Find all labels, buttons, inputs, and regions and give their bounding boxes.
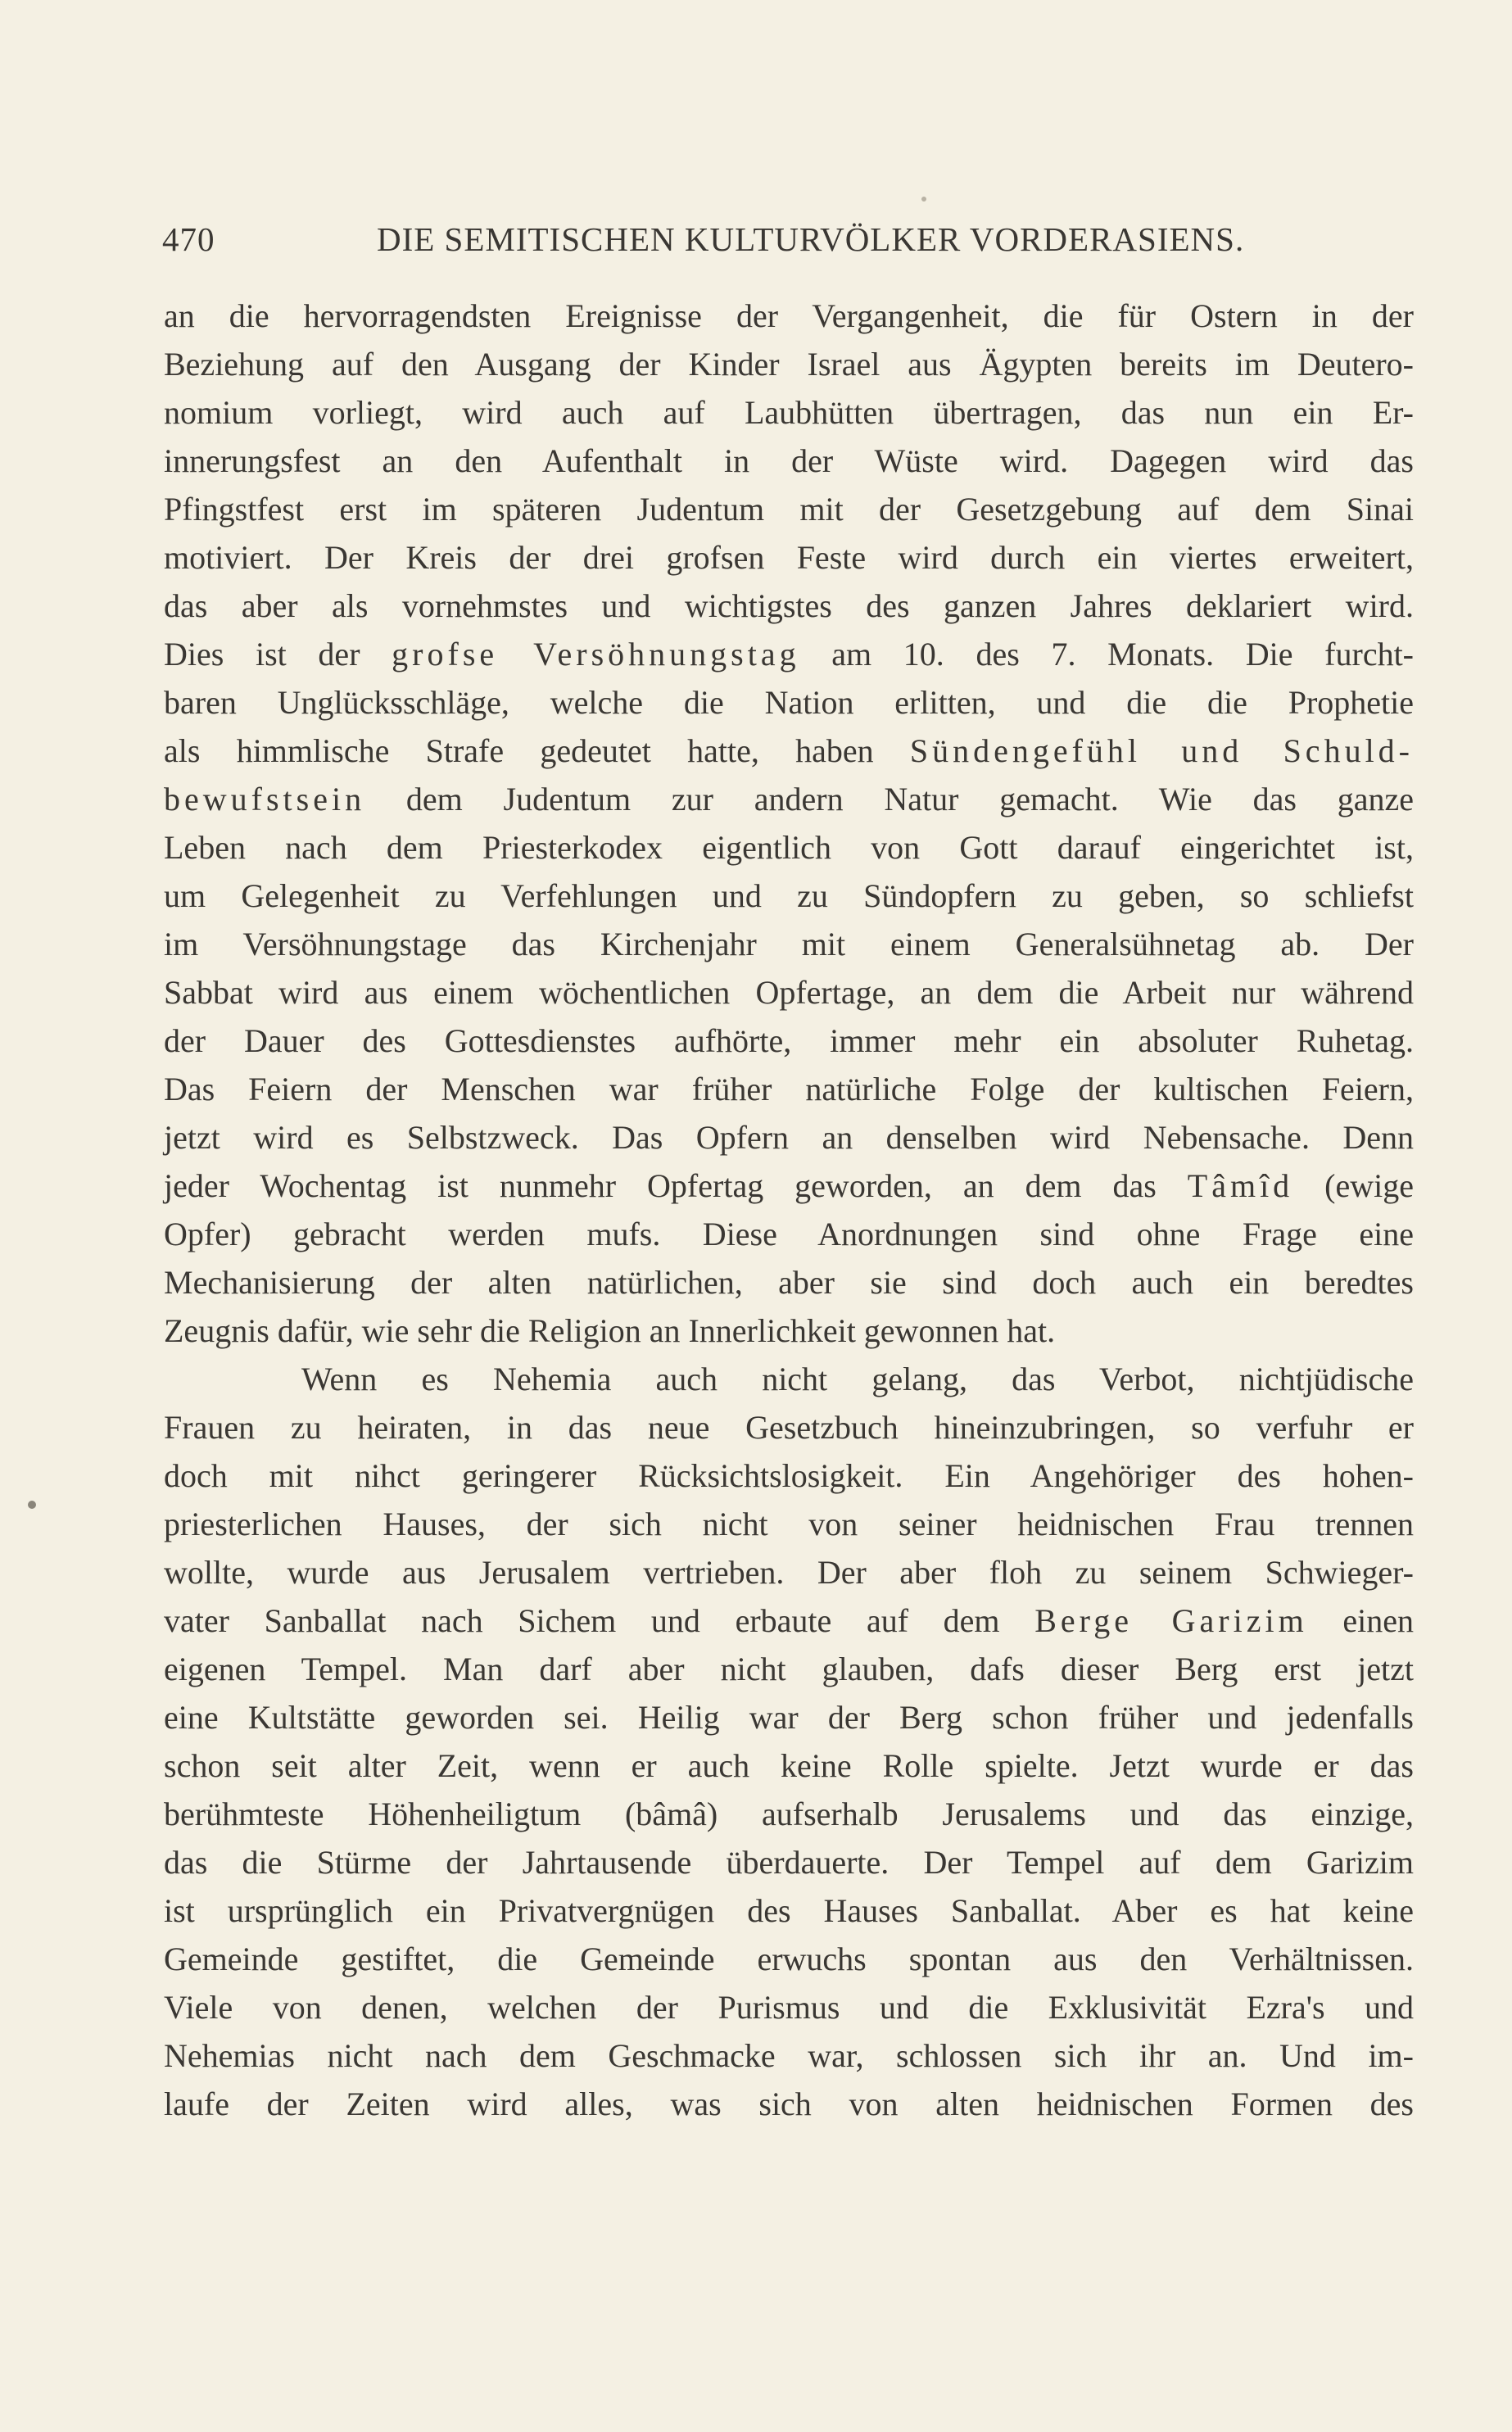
text-line: innerungsfest an den Aufenthalt in der Wüste wird. Dagegen wird das xyxy=(164,442,1414,479)
margin-dot xyxy=(28,1501,36,1509)
spaced-emphasis: grofse Versöhnungstag xyxy=(392,636,800,673)
text-line: Nehemias nicht nach dem Geschmacke war, schlossen sich ihr an. Und im- xyxy=(164,2037,1414,2074)
text-line: im Versöhnungstage das Kirchenjahr mit einem Generalsühnetag ab. Der xyxy=(164,926,1414,962)
text-line: das die Stürme der Jahrtausende überdauerte. Der Tempel auf dem Garizim xyxy=(164,1844,1414,1881)
text-line: motiviert. Der Kreis der drei grofsen Feste wird durch ein viertes erweitert, xyxy=(164,539,1414,576)
page-number: 470 xyxy=(162,220,215,258)
text-line: Sabbat wird aus einem wöchentlichen Opfertage, an dem die Arbeit nur während xyxy=(164,974,1414,1011)
text-line: Frauen zu heiraten, in das neue Gesetzbuch hineinzubringen, so verfuhr er xyxy=(164,1409,1414,1446)
text-line xyxy=(164,630,1414,678)
spaced-emphasis: Tâmîd xyxy=(1187,1167,1294,1204)
text-line xyxy=(164,775,1414,823)
paragraph-first-line: Wenn es Nehemia auch nicht gelang, das Verbot, nichtjüdische xyxy=(301,1361,1414,1397)
text-line: Pfingstfest erst im späteren Judentum mit der Gesetzgebung auf dem Sinai xyxy=(164,491,1414,528)
text-line: der Dauer des Gottesdienstes aufhörte, immer mehr ein absoluter Ruhetag. xyxy=(164,1022,1414,1059)
text-run: einen xyxy=(1307,1602,1415,1639)
text-line: jetzt wird es Selbstzweck. Das Opfern an denselben wird Nebensache. Denn xyxy=(164,1119,1414,1156)
text-line: wollte, wurde aus Jerusalem vertrieben. Der aber floh zu seinem Schwieger- xyxy=(164,1554,1414,1591)
text-line: um Gelegenheit zu Verfehlungen und zu Sündopfern zu geben, so schliefst xyxy=(164,877,1414,914)
text-line: doch mit nihct geringerer Rücksichtslosigkeit. Ein Angehöriger des hohen- xyxy=(164,1457,1414,1494)
text-line: laufe der Zeiten wird alles, was sich von alten heidnischen Formen des xyxy=(164,2086,1414,2122)
text-line: nomium vorliegt, wird auch auf Laubhütten übertragen, das nun ein Er- xyxy=(164,394,1414,431)
text-line: Leben nach dem Priesterkodex eigentlich von Gott darauf eingerichtet ist, xyxy=(164,829,1414,866)
text-line: Opfer) gebracht werden mufs. Diese Anordnungen sind ohne Frage eine xyxy=(164,1216,1414,1252)
text-run: jeder Wochentag ist nunmehr Opfertag geworden, an dem das xyxy=(164,1167,1188,1204)
spaced-emphasis: Sündengefühl und Schuld- xyxy=(909,732,1414,769)
text-line: berühmteste Höhenheiligtum (bâmâ) aufserhalb Jerusalems und das einzige, xyxy=(164,1796,1414,1832)
text-line xyxy=(164,727,1414,775)
text-line xyxy=(164,1596,1414,1645)
text-run: als himmlische Strafe gedeutet hatte, haben xyxy=(164,732,910,769)
text-line: priesterlichen Hauses, der sich nicht von seiner heidnischen Frau trennen xyxy=(164,1506,1414,1542)
running-head xyxy=(162,215,1245,264)
text-line: Gemeinde gestiftet, die Gemeinde erwuchs spontan aus den Verhältnissen. xyxy=(164,1941,1414,1977)
paragraph-last-line: Zeugnis dafür, wie sehr die Religion an Innerlichkeit gewonnen hat. xyxy=(164,1312,1056,1349)
text-run: dem Judentum zur andern Natur gemacht. Wie das ganze xyxy=(365,781,1414,817)
text-line: schon seit alter Zeit, wenn er auch keine Rolle spielte. Jetzt wurde er das xyxy=(164,1747,1414,1784)
text-line: Beziehung auf den Ausgang der Kinder Israel aus Ägypten bereits im Deutero- xyxy=(164,346,1414,383)
paper-speck xyxy=(921,197,926,202)
text-run: vater Sanballat nach Sichem und erbaute auf dem xyxy=(164,1602,1035,1639)
text-line: das aber als vornehmstes und wichtigstes des ganzen Jahres deklariert wird. xyxy=(164,587,1414,624)
text-line: eine Kultstätte geworden sei. Heilig war der Berg schon früher und jedenfalls xyxy=(164,1699,1414,1736)
spaced-emphasis: bewufstsein xyxy=(164,781,366,817)
running-head-title: DIE SEMITISCHEN KULTURVÖLKER VORDERASIENS. xyxy=(377,220,1245,258)
text-line: Das Feiern der Menschen war früher natürliche Folge der kultischen Feiern, xyxy=(164,1071,1414,1107)
text-line: Mechanisierung der alten natürlichen, aber sie sind doch auch ein beredtes xyxy=(164,1264,1414,1301)
spaced-emphasis: Berge Garizim xyxy=(1034,1602,1308,1639)
text-line: Viele von denen, welchen der Purismus und die Exklusivität Ezra's und xyxy=(164,1989,1414,2026)
text-run: am 10. des 7. Monats. Die furcht- xyxy=(799,636,1415,673)
body-text xyxy=(164,292,1414,2128)
text-line: baren Unglücksschläge, welche die Nation erlitten, und die die Prophetie xyxy=(164,684,1414,721)
text-line: ist ursprünglich ein Privatvergnügen des Hauses Sanballat. Aber es hat keine xyxy=(164,1892,1414,1929)
text-line: an die hervorragendsten Ereignisse der Vergangenheit, die für Ostern in der xyxy=(164,297,1414,334)
text-run: (ewige xyxy=(1293,1167,1414,1204)
text-line: eigenen Tempel. Man darf aber nicht glauben, dafs dieser Berg erst jetzt xyxy=(164,1651,1414,1687)
text-run: Dies ist der xyxy=(164,636,392,673)
text-line xyxy=(164,1162,1414,1210)
